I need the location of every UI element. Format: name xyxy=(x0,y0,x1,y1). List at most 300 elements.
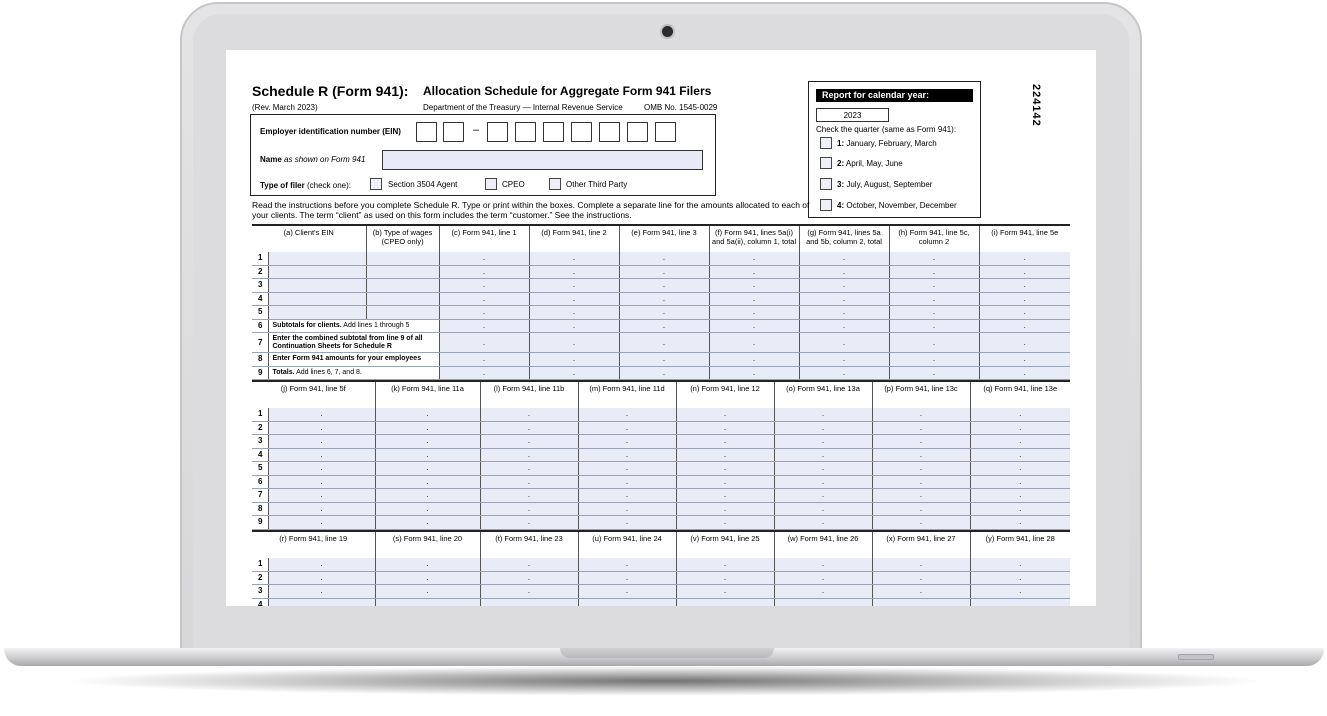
form-barcode: 224142 xyxy=(1030,84,1042,127)
amount-cell[interactable]: . xyxy=(774,435,872,449)
wage-type-cell[interactable] xyxy=(366,279,439,293)
quarter-label-3: 3: July, August, September xyxy=(837,180,933,189)
amount-cell[interactable]: . xyxy=(970,489,1070,503)
summary-row xyxy=(252,333,1070,353)
ein-digit-7[interactable] xyxy=(599,122,620,142)
amount-cell[interactable]: . xyxy=(619,292,709,306)
amount-cell[interactable]: . xyxy=(480,421,578,435)
quarter-label-2: 2: April, May, June xyxy=(837,159,903,168)
amount-cell[interactable]: . xyxy=(872,475,970,489)
client-ein-cell[interactable] xyxy=(268,252,366,265)
amount-cell[interactable]: . xyxy=(268,421,375,435)
summary-label-bold: Enter the combined subtotal from line 9 of all Continuation Sheets for Schedule R xyxy=(272,334,423,350)
amount-cell[interactable]: . xyxy=(480,585,578,599)
amount-cell[interactable]: . xyxy=(970,462,1070,476)
amount-cell[interactable]: . xyxy=(979,319,1070,333)
summary-label-text: Add lines 1 through 5 xyxy=(341,321,410,329)
amount-cell[interactable]: . xyxy=(799,252,889,265)
amount-cell[interactable]: . xyxy=(774,475,872,489)
amount-cell[interactable]: . xyxy=(799,306,889,320)
amount-cell[interactable]: . xyxy=(872,448,970,462)
amount-cell[interactable]: . xyxy=(268,475,375,489)
amount-cell[interactable]: . xyxy=(268,598,375,606)
amount-cell[interactable]: . xyxy=(480,598,578,606)
amount-cell[interactable]: . xyxy=(268,558,375,571)
allocation-table-1 xyxy=(252,224,1070,380)
wage-type-cell[interactable] xyxy=(366,306,439,320)
quarter-label-1: 1: January, February, March xyxy=(837,139,937,148)
quarter-checkbox-2[interactable] xyxy=(820,157,832,169)
webcam-icon xyxy=(662,26,673,37)
row-number: 2 xyxy=(252,265,268,279)
table-row xyxy=(252,462,1070,476)
amount-cell[interactable]: . xyxy=(872,502,970,516)
laptop-led xyxy=(1178,654,1214,660)
amount-cell[interactable]: . xyxy=(375,421,480,435)
amount-cell[interactable]: . xyxy=(872,571,970,585)
col-v-header: (v) Form 941, line 25 xyxy=(676,531,774,558)
quarter-prompt: Check the quarter (same as Form 941): xyxy=(816,125,957,134)
table-row xyxy=(252,598,1070,606)
amount-cell[interactable]: . xyxy=(619,265,709,279)
row-number: 4 xyxy=(252,448,268,462)
amount-cell[interactable]: . xyxy=(889,353,979,367)
amount-cell[interactable]: . xyxy=(676,435,774,449)
ein-digit-3[interactable] xyxy=(487,122,508,142)
amount-cell[interactable]: . xyxy=(979,366,1070,380)
amount-cell[interactable]: . xyxy=(375,502,480,516)
col-i-header: (i) Form 941, line 5e xyxy=(979,225,1070,252)
col-q-header: (q) Form 941, line 13e xyxy=(970,381,1070,408)
amount-cell[interactable]: . xyxy=(676,502,774,516)
filer-checkbox-agent[interactable] xyxy=(370,178,382,190)
amount-cell[interactable]: . xyxy=(799,366,889,380)
amount-cell[interactable]: . xyxy=(970,598,1070,606)
amount-cell[interactable]: . xyxy=(375,475,480,489)
summary-label-bold: Enter Form 941 amounts for your employees xyxy=(272,355,422,363)
col-x-header: (x) Form 941, line 27 xyxy=(872,531,970,558)
col-n-header: (n) Form 941, line 12 xyxy=(676,381,774,408)
amount-cell[interactable]: . xyxy=(578,571,676,585)
amount-cell[interactable]: . xyxy=(774,408,872,421)
table-row xyxy=(252,571,1070,585)
amount-cell[interactable]: . xyxy=(375,435,480,449)
summary-label-bold: Totals. xyxy=(272,368,295,376)
amount-cell[interactable]: . xyxy=(970,448,1070,462)
amount-cell[interactable]: . xyxy=(676,462,774,476)
col-r-header: (r) Form 941, line 19 xyxy=(279,534,348,543)
amount-cell[interactable]: . xyxy=(774,489,872,503)
wage-type-cell[interactable] xyxy=(366,265,439,279)
row-number: 1 xyxy=(252,408,268,421)
amount-cell[interactable]: . xyxy=(774,571,872,585)
table-row xyxy=(252,558,1070,571)
filer-checkbox-other[interactable] xyxy=(549,178,561,190)
amount-cell[interactable]: . xyxy=(979,292,1070,306)
screen xyxy=(226,50,1096,606)
amount-cell[interactable]: . xyxy=(480,435,578,449)
row-number: 1 xyxy=(252,558,268,571)
amount-cell[interactable]: . xyxy=(970,421,1070,435)
amount-cell[interactable]: . xyxy=(619,279,709,293)
table-row xyxy=(252,585,1070,599)
table-row xyxy=(252,435,1070,449)
ein-digit-2[interactable] xyxy=(443,122,464,142)
amount-cell[interactable]: . xyxy=(676,448,774,462)
amount-cell[interactable]: . xyxy=(872,598,970,606)
table-row xyxy=(252,475,1070,489)
amount-cell[interactable]: . xyxy=(872,489,970,503)
amount-cell[interactable]: . xyxy=(578,598,676,606)
row-number: 7 xyxy=(252,489,268,503)
filer-option-other: Other Third Party xyxy=(566,180,628,189)
amount-cell[interactable]: . xyxy=(578,435,676,449)
amount-cell[interactable]: . xyxy=(979,265,1070,279)
form-subtitle: Allocation Schedule for Aggregate Form 941 Filers xyxy=(423,84,712,98)
amount-cell[interactable]: . xyxy=(774,421,872,435)
row-number: 4 xyxy=(252,598,268,606)
col-y-header: (y) Form 941, line 28 xyxy=(970,531,1070,558)
amount-cell[interactable]: . xyxy=(872,558,970,571)
table-row xyxy=(252,306,1070,320)
col-a-header: (a) Client's EIN xyxy=(283,228,334,237)
ein-digit-9[interactable] xyxy=(655,122,676,142)
amount-cell[interactable]: . xyxy=(676,489,774,503)
amount-cell[interactable]: . xyxy=(480,475,578,489)
wage-type-cell[interactable] xyxy=(366,252,439,265)
quarter-checkbox-4[interactable] xyxy=(820,199,832,211)
name-input[interactable] xyxy=(382,150,703,170)
amount-cell[interactable]: . xyxy=(872,516,970,530)
col-o-header: (o) Form 941, line 13a xyxy=(774,381,872,408)
amount-cell[interactable]: . xyxy=(578,408,676,421)
summary-label xyxy=(268,353,439,367)
summary-label xyxy=(268,319,439,333)
amount-cell[interactable]: . xyxy=(619,306,709,320)
amount-cell[interactable]: . xyxy=(709,306,799,320)
col-w-header: (w) Form 941, line 26 xyxy=(774,531,872,558)
amount-cell[interactable]: . xyxy=(676,585,774,599)
amount-cell[interactable]: . xyxy=(578,448,676,462)
amount-cell[interactable]: . xyxy=(529,353,619,367)
amount-cell[interactable]: . xyxy=(578,585,676,599)
amount-cell[interactable]: . xyxy=(375,516,480,530)
amount-cell[interactable]: . xyxy=(619,333,709,353)
table-row xyxy=(252,516,1070,530)
amount-cell[interactable]: . xyxy=(480,558,578,571)
amount-cell[interactable]: . xyxy=(375,489,480,503)
amount-cell[interactable]: . xyxy=(529,292,619,306)
amount-cell[interactable]: . xyxy=(889,292,979,306)
amount-cell[interactable]: . xyxy=(774,448,872,462)
amount-cell[interactable]: . xyxy=(529,265,619,279)
col-f-header: (f) Form 941, lines 5a(i) and 5a(ii), column 1, total xyxy=(709,225,799,252)
amount-cell[interactable]: . xyxy=(709,265,799,279)
amount-cell[interactable]: . xyxy=(709,252,799,265)
form-revision: (Rev. March 2023) xyxy=(252,103,318,112)
ein-digit-1[interactable] xyxy=(416,122,437,142)
amount-cell[interactable]: . xyxy=(799,319,889,333)
table-row xyxy=(252,408,1070,421)
row-number: 3 xyxy=(252,279,268,293)
amount-cell[interactable]: . xyxy=(970,585,1070,599)
amount-cell[interactable]: . xyxy=(774,516,872,530)
amount-cell[interactable]: . xyxy=(375,408,480,421)
amount-cell[interactable]: . xyxy=(619,366,709,380)
col-k-header: (k) Form 941, line 11a xyxy=(375,381,480,408)
table-row xyxy=(252,421,1070,435)
amount-cell[interactable]: . xyxy=(676,598,774,606)
amount-cell[interactable]: . xyxy=(970,502,1070,516)
amount-cell[interactable]: . xyxy=(480,448,578,462)
amount-cell[interactable]: . xyxy=(268,571,375,585)
amount-cell[interactable]: . xyxy=(676,558,774,571)
amount-cell[interactable]: . xyxy=(774,558,872,571)
summary-row xyxy=(252,353,1070,367)
amount-cell[interactable]: . xyxy=(439,265,529,279)
amount-cell[interactable]: . xyxy=(439,333,529,353)
amount-cell[interactable]: . xyxy=(578,558,676,571)
amount-cell[interactable]: . xyxy=(774,585,872,599)
amount-cell[interactable]: . xyxy=(970,571,1070,585)
amount-cell[interactable]: . xyxy=(889,319,979,333)
amount-cell[interactable]: . xyxy=(889,252,979,265)
ein-digit-6[interactable] xyxy=(571,122,592,142)
allocation-table-3 xyxy=(252,530,1070,606)
ein-digit-5[interactable] xyxy=(543,122,564,142)
amount-cell[interactable]: . xyxy=(529,252,619,265)
amount-cell[interactable]: . xyxy=(889,366,979,380)
col-j-header: (j) Form 941, line 5f xyxy=(280,384,346,393)
amount-cell[interactable]: . xyxy=(480,489,578,503)
amount-cell[interactable]: . xyxy=(979,306,1070,320)
amount-cell[interactable]: . xyxy=(709,292,799,306)
amount-cell[interactable]: . xyxy=(774,598,872,606)
filer-option-cpeo: CPEO xyxy=(502,180,525,189)
table-1-header-row xyxy=(252,225,1070,252)
amount-cell[interactable]: . xyxy=(676,408,774,421)
filer-option-agent: Section 3504 Agent xyxy=(388,180,458,189)
amount-cell[interactable]: . xyxy=(979,333,1070,353)
amount-cell[interactable]: . xyxy=(578,502,676,516)
col-p-header: (p) Form 941, line 13c xyxy=(872,381,970,408)
amount-cell[interactable]: . xyxy=(970,558,1070,571)
table-row xyxy=(252,252,1070,265)
row-number: 8 xyxy=(252,353,268,367)
amount-cell[interactable]: . xyxy=(375,462,480,476)
table-row xyxy=(252,448,1070,462)
ein-digit-4[interactable] xyxy=(515,122,536,142)
col-d-header: (d) Form 941, line 2 xyxy=(529,225,619,252)
ein-label: Employer identification number (EIN) xyxy=(260,127,401,136)
amount-cell[interactable]: . xyxy=(889,333,979,353)
amount-cell[interactable]: . xyxy=(709,319,799,333)
row-number: 5 xyxy=(252,462,268,476)
ein-digit-8[interactable] xyxy=(627,122,648,142)
amount-cell[interactable]: . xyxy=(529,279,619,293)
client-ein-cell[interactable] xyxy=(268,306,366,320)
amount-cell[interactable]: . xyxy=(799,333,889,353)
amount-cell[interactable]: . xyxy=(676,571,774,585)
amount-cell[interactable]: . xyxy=(889,265,979,279)
summary-row xyxy=(252,366,1070,380)
table-3-header-row xyxy=(252,531,1070,558)
amount-cell[interactable]: . xyxy=(578,462,676,476)
col-t-header: (t) Form 941, line 23 xyxy=(480,531,578,558)
amount-cell[interactable]: . xyxy=(268,489,375,503)
client-ein-cell[interactable] xyxy=(268,292,366,306)
amount-cell[interactable]: . xyxy=(268,585,375,599)
row-number: 3 xyxy=(252,435,268,449)
amount-cell[interactable]: . xyxy=(799,265,889,279)
amount-cell[interactable]: . xyxy=(889,306,979,320)
row-number: 2 xyxy=(252,421,268,435)
amount-cell[interactable]: . xyxy=(979,353,1070,367)
amount-cell[interactable]: . xyxy=(970,475,1070,489)
amount-cell[interactable]: . xyxy=(578,475,676,489)
amount-cell[interactable]: . xyxy=(268,462,375,476)
form-department: Department of the Treasury — Internal Revenue Service xyxy=(423,103,623,112)
amount-cell[interactable]: . xyxy=(529,366,619,380)
amount-cell[interactable]: . xyxy=(529,306,619,320)
amount-cell[interactable]: . xyxy=(799,353,889,367)
amount-cell[interactable]: . xyxy=(970,516,1070,530)
amount-cell[interactable]: . xyxy=(970,435,1070,449)
amount-cell[interactable]: . xyxy=(774,502,872,516)
client-ein-cell[interactable] xyxy=(268,265,366,279)
amount-cell[interactable]: . xyxy=(774,462,872,476)
amount-cell[interactable]: . xyxy=(375,558,480,571)
quarter-label-4: 4: October, November, December xyxy=(837,201,957,210)
amount-cell[interactable]: . xyxy=(619,252,709,265)
amount-cell[interactable]: . xyxy=(709,353,799,367)
amount-cell[interactable]: . xyxy=(480,502,578,516)
row-number: 7 xyxy=(252,333,268,353)
ein-dash: – xyxy=(473,124,480,136)
amount-cell[interactable]: . xyxy=(709,366,799,380)
filer-checkbox-cpeo[interactable] xyxy=(485,178,497,190)
row-number: 4 xyxy=(252,292,268,306)
amount-cell[interactable]: . xyxy=(480,516,578,530)
amount-cell[interactable]: . xyxy=(439,292,529,306)
amount-cell[interactable]: . xyxy=(439,252,529,265)
col-b-header: (b) Type of wages (CPEO only) xyxy=(366,225,439,252)
summary-label-text: Add lines 6, 7, and 8. xyxy=(294,368,362,376)
amount-cell[interactable]: . xyxy=(979,252,1070,265)
amount-cell[interactable]: . xyxy=(268,435,375,449)
amount-cell[interactable]: . xyxy=(709,279,799,293)
row-number: 5 xyxy=(252,306,268,320)
amount-cell[interactable]: . xyxy=(799,279,889,293)
amount-cell[interactable]: . xyxy=(676,421,774,435)
laptop-notch xyxy=(560,648,774,658)
table-row xyxy=(252,265,1070,279)
summary-row xyxy=(252,319,1070,333)
amount-cell[interactable]: . xyxy=(268,448,375,462)
amount-cell[interactable]: . xyxy=(799,292,889,306)
col-m-header: (m) Form 941, line 11d xyxy=(578,381,676,408)
amount-cell[interactable]: . xyxy=(375,585,480,599)
amount-cell[interactable]: . xyxy=(375,598,480,606)
amount-cell[interactable]: . xyxy=(889,279,979,293)
amount-cell[interactable]: . xyxy=(578,516,676,530)
table-row xyxy=(252,279,1070,293)
amount-cell[interactable]: . xyxy=(578,489,676,503)
row-number: 6 xyxy=(252,475,268,489)
table-row xyxy=(252,292,1070,306)
calendar-year-input[interactable]: 2023 xyxy=(816,108,889,122)
summary-label-bold: Subtotals for clients. xyxy=(272,321,342,329)
col-u-header: (u) Form 941, line 24 xyxy=(578,531,676,558)
amount-cell[interactable]: . xyxy=(872,585,970,599)
quarter-checkbox-1[interactable] xyxy=(820,137,832,149)
amount-cell[interactable]: . xyxy=(970,408,1070,421)
amount-cell[interactable]: . xyxy=(619,353,709,367)
amount-cell[interactable]: . xyxy=(480,408,578,421)
amount-cell[interactable]: . xyxy=(439,306,529,320)
laptop-shadow xyxy=(60,666,1270,696)
amount-cell[interactable]: . xyxy=(529,319,619,333)
col-g-header: (g) Form 941, lines 5a and 5b, column 2, total xyxy=(799,225,889,252)
instructions: Read the instructions before you complete Schedule R. Type or print within the boxes. Complete a separate line for the amounts allocated to each of your clients. The term “client” as used on this form includes the term “customer.” See the instructions. xyxy=(252,200,810,220)
summary-label xyxy=(268,333,439,353)
form-title: Schedule R (Form 941): xyxy=(252,83,409,99)
amount-cell[interactable]: . xyxy=(375,571,480,585)
amount-cell[interactable]: . xyxy=(439,319,529,333)
amount-cell[interactable]: . xyxy=(268,408,375,421)
amount-cell[interactable]: . xyxy=(872,408,970,421)
amount-cell[interactable]: . xyxy=(439,366,529,380)
amount-cell[interactable]: . xyxy=(480,462,578,476)
table-2-header-row xyxy=(252,381,1070,408)
filer-label: Type of filer (check one): xyxy=(260,181,351,190)
col-e-header: (e) Form 941, line 3 xyxy=(619,225,709,252)
amount-cell[interactable]: . xyxy=(872,421,970,435)
form-omb: OMB No. 1545-0029 xyxy=(644,103,718,112)
row-number: 9 xyxy=(252,516,268,530)
name-label: Name as shown on Form 941 xyxy=(260,155,366,164)
amount-cell[interactable]: . xyxy=(268,516,375,530)
col-c-header: (c) Form 941, line 1 xyxy=(439,225,529,252)
summary-label xyxy=(268,366,439,380)
row-number: 1 xyxy=(252,252,268,265)
wage-type-cell[interactable] xyxy=(366,292,439,306)
amount-cell[interactable]: . xyxy=(872,435,970,449)
amount-cell[interactable]: . xyxy=(709,333,799,353)
amount-cell[interactable]: . xyxy=(619,319,709,333)
amount-cell[interactable]: . xyxy=(578,421,676,435)
amount-cell[interactable]: . xyxy=(375,448,480,462)
table-row xyxy=(252,489,1070,503)
row-number: 9 xyxy=(252,366,268,380)
amount-cell[interactable]: . xyxy=(268,502,375,516)
client-ein-cell[interactable] xyxy=(268,279,366,293)
amount-cell[interactable]: . xyxy=(529,333,619,353)
amount-cell[interactable]: . xyxy=(872,462,970,476)
calendar-year-header: Report for calendar year: xyxy=(816,89,973,102)
col-s-header: (s) Form 941, line 20 xyxy=(375,531,480,558)
amount-cell[interactable]: . xyxy=(676,516,774,530)
row-number: 3 xyxy=(252,585,268,599)
amount-cell[interactable]: . xyxy=(979,279,1070,293)
amount-cell[interactable]: . xyxy=(439,279,529,293)
quarter-checkbox-3[interactable] xyxy=(820,178,832,190)
amount-cell[interactable]: . xyxy=(480,571,578,585)
table-row xyxy=(252,502,1070,516)
amount-cell[interactable]: . xyxy=(676,475,774,489)
row-number: 6 xyxy=(252,319,268,333)
amount-cell[interactable]: . xyxy=(439,353,529,367)
